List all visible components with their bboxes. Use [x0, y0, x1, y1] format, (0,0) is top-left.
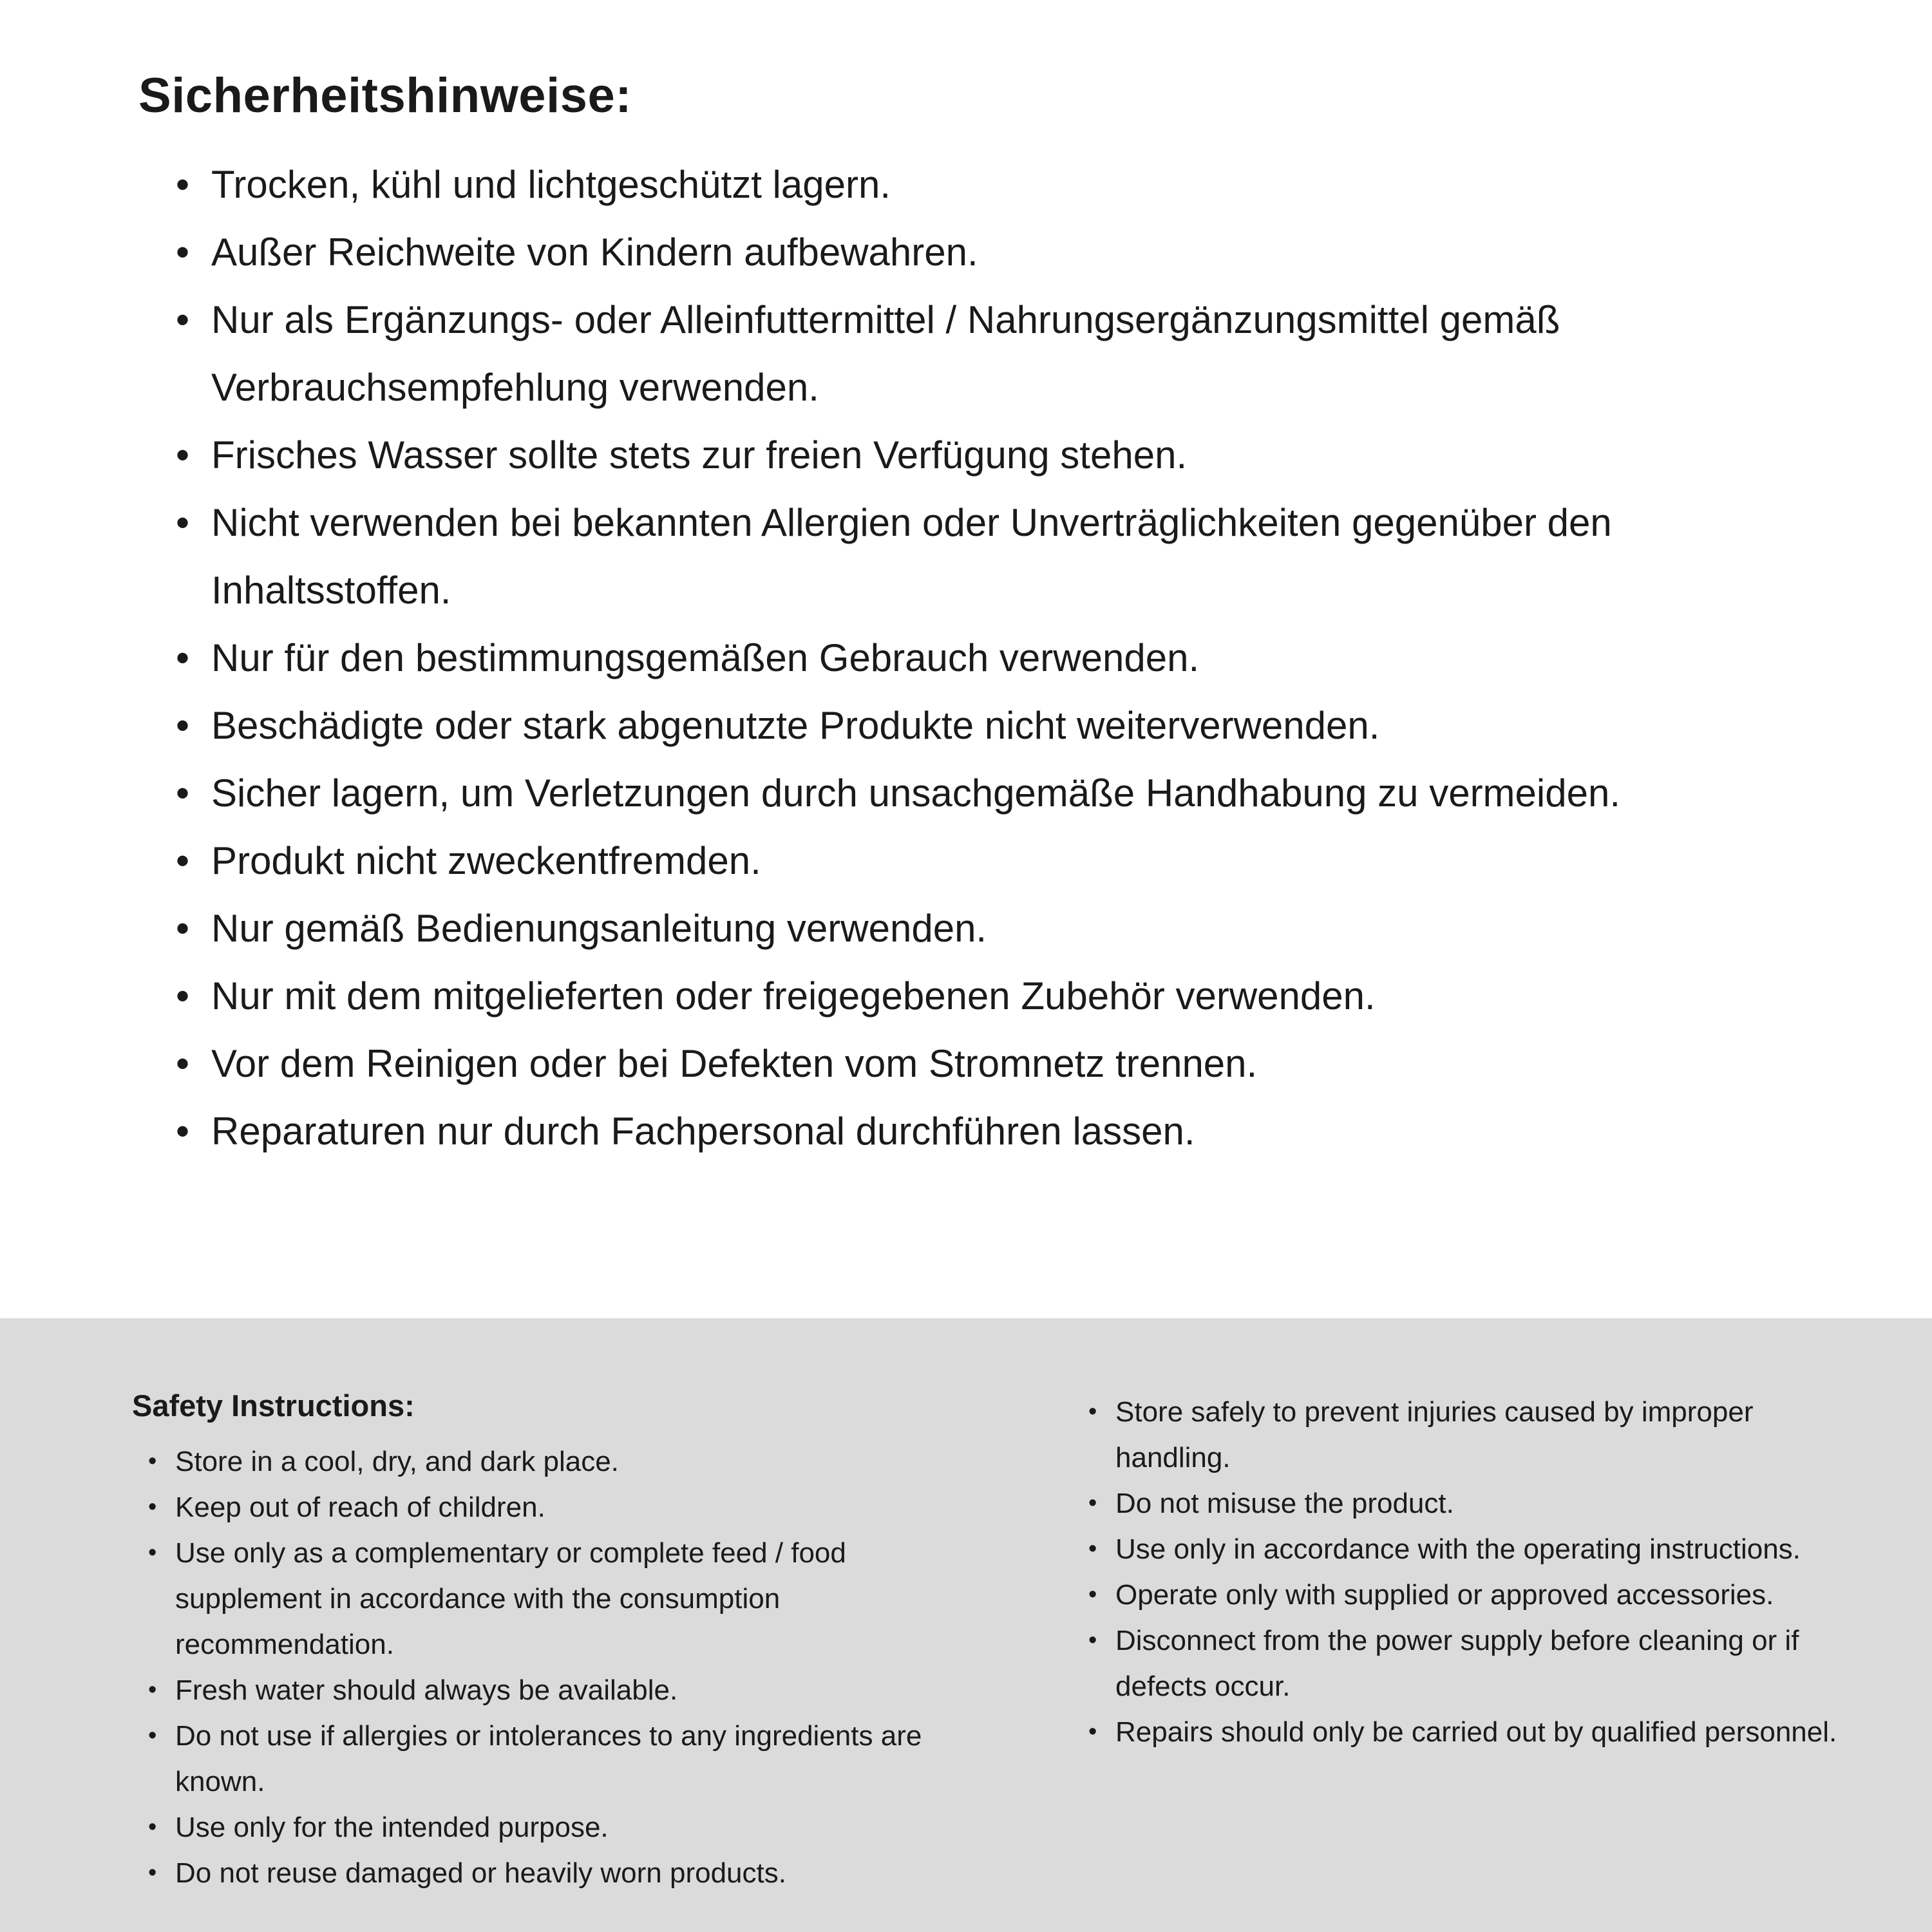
list-item [1088, 1709, 1855, 1755]
list-item [148, 1439, 989, 1484]
bullet-icon: • [1088, 1581, 1097, 1608]
list-item-text: Frisches Wasser sollte stets zur freien Verfügung stehen. [211, 433, 1188, 477]
list-item-text: Trocken, kühl und lichtgeschützt lagern. [211, 163, 891, 206]
list-item-text: Store in a cool, dry, and dark place. [175, 1446, 619, 1477]
list-item [176, 759, 1826, 827]
list-item [176, 895, 1826, 962]
list-item [148, 1804, 989, 1850]
bullet-icon: • [176, 501, 190, 544]
bullet-icon: • [176, 163, 190, 206]
list-item [176, 692, 1826, 759]
list-item-text: Use only in accordance with the operating instructions. [1115, 1533, 1801, 1565]
bullet-icon: • [176, 1110, 190, 1153]
bullet-icon: • [176, 704, 190, 747]
bullet-icon: • [176, 839, 190, 882]
list-item-text: Repairs should only be carried out by qualified personnel. [1115, 1716, 1837, 1748]
list-item [176, 827, 1826, 895]
bullet-icon: • [1088, 1627, 1097, 1654]
list-item [148, 1484, 989, 1530]
bullet-icon: • [148, 1814, 157, 1841]
german-section-title: Sicherheitshinweise: [138, 68, 632, 123]
bullet-icon: • [176, 298, 190, 341]
list-item-text: Außer Reichweite von Kindern aufbewahren. [211, 231, 978, 274]
bullet-icon: • [148, 1539, 157, 1566]
list-item-text: Nur mit dem mitgelieferten oder freigegebenen Zubehör verwenden. [211, 974, 1376, 1018]
list-item-text: Nicht verwenden bei bekannten Allergien oder Unverträglichkeiten gegenüber den Inhaltsstoffen. [211, 501, 1612, 612]
list-item-text: Vor dem Reinigen oder bei Defekten vom Stromnetz trennen. [211, 1042, 1258, 1085]
list-item [176, 421, 1826, 489]
list-item-text: Do not misuse the product. [1115, 1488, 1454, 1519]
bullet-icon: • [176, 907, 190, 950]
english-section [0, 1318, 1932, 1932]
list-item-text: Operate only with supplied or approved accessories. [1115, 1579, 1774, 1611]
bullet-icon: • [148, 1722, 157, 1749]
list-item-text: Nur für den bestimmungsgemäßen Gebrauch verwenden. [211, 636, 1200, 679]
list-item [148, 1667, 989, 1713]
english-column-left [132, 1388, 989, 1932]
list-item-text: Do not reuse damaged or heavily worn products. [175, 1857, 786, 1889]
list-item [176, 624, 1826, 692]
bullet-icon: • [148, 1676, 157, 1703]
list-item-text: Use only as a complementary or complete feed / food supplement in accordance with the consumption recommendation. [175, 1537, 846, 1660]
list-item [176, 151, 1826, 218]
list-item [148, 1530, 989, 1667]
bullet-icon: • [1088, 1718, 1097, 1745]
bullet-icon: • [1088, 1398, 1097, 1425]
bullet-icon: • [176, 433, 190, 477]
list-item-text: Beschädigte oder stark abgenutzte Produkte nicht weiterverwenden. [211, 704, 1380, 747]
bullet-icon: • [1088, 1490, 1097, 1517]
list-item [1088, 1481, 1855, 1526]
list-item [176, 286, 1826, 421]
list-item [176, 218, 1826, 286]
english-safety-list-left [132, 1439, 989, 1896]
list-item-text: Sicher lagern, um Verletzungen durch unsachgemäße Handhabung zu vermeiden. [211, 772, 1621, 815]
list-item [1088, 1618, 1855, 1709]
list-item-text: Use only for the intended purpose. [175, 1812, 609, 1843]
bullet-icon: • [176, 636, 190, 679]
english-column-right [1072, 1388, 1855, 1932]
list-item-text: Nur gemäß Bedienungsanleitung verwenden. [211, 907, 987, 950]
list-item [176, 962, 1826, 1030]
list-item [176, 1097, 1826, 1165]
bullet-icon: • [148, 1448, 157, 1475]
list-item [1088, 1526, 1855, 1572]
english-section-title: Safety Instructions: [132, 1388, 415, 1423]
list-item [176, 1030, 1826, 1097]
list-item-text: Nur als Ergänzungs- oder Alleinfuttermittel / Nahrungsergänzungsmittel gemäß Verbrauchsempfehlung verwenden. [211, 298, 1560, 409]
bullet-icon: • [148, 1859, 157, 1886]
list-item [1088, 1389, 1855, 1481]
list-item-text: Store safely to prevent injuries caused by improper handling. [1115, 1396, 1754, 1473]
bullet-icon: • [176, 772, 190, 815]
bullet-icon: • [1088, 1535, 1097, 1562]
bullet-icon: • [176, 974, 190, 1018]
english-safety-list-right [1072, 1389, 1855, 1755]
list-item-text: Keep out of reach of children. [175, 1492, 545, 1523]
list-item-text: Produkt nicht zweckentfremden. [211, 839, 761, 882]
list-item-text: Do not use if allergies or intolerances to any ingredients are known. [175, 1720, 922, 1797]
list-item [148, 1850, 989, 1896]
list-item [176, 489, 1826, 624]
list-item-text: Reparaturen nur durch Fachpersonal durchführen lassen. [211, 1110, 1195, 1153]
bullet-icon: • [148, 1493, 157, 1520]
list-item-text: Disconnect from the power supply before cleaning or if defects occur. [1115, 1625, 1799, 1702]
bullet-icon: • [176, 1042, 190, 1085]
list-item [1088, 1572, 1855, 1618]
bullet-icon: • [176, 231, 190, 274]
list-item-text: Fresh water should always be available. [175, 1674, 678, 1706]
german-safety-list [138, 151, 1826, 1165]
list-item [148, 1713, 989, 1804]
